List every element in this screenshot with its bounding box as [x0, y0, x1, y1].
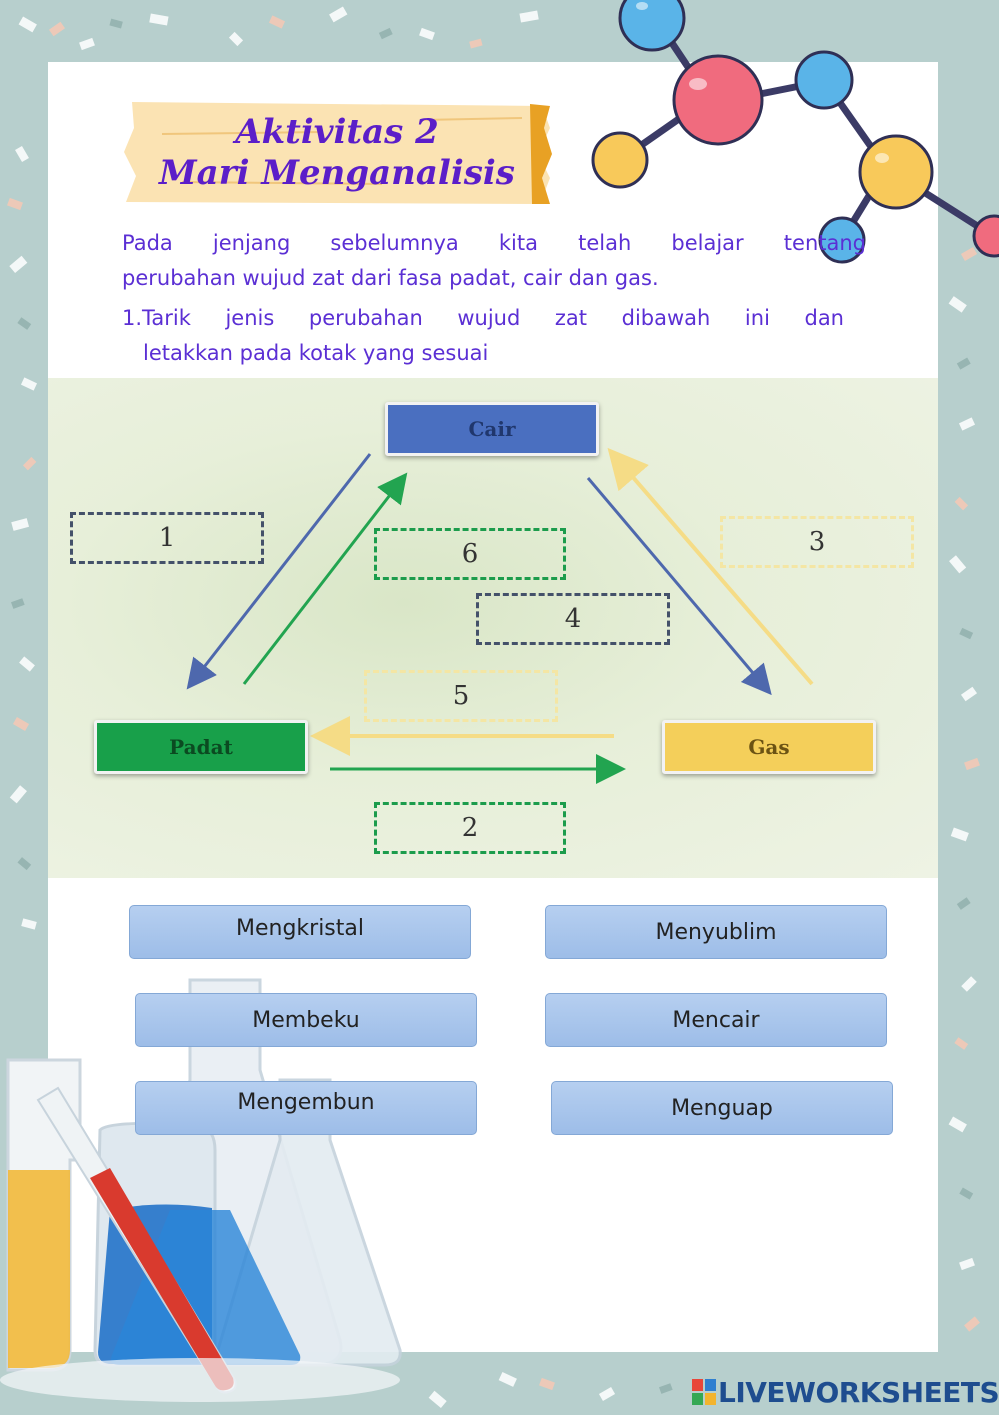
arrow-cair-to-gas [588, 478, 764, 686]
state-cair: Cair [385, 402, 599, 456]
drop-slot-4[interactable]: 4 [476, 593, 670, 645]
drop-slot-2[interactable]: 2 [374, 802, 566, 854]
watermark-text: LIVEWORKSHEETS [718, 1375, 999, 1409]
question-line-1: 1.Tarik jenis perubahan wujud zat dibawah ini dan [122, 306, 844, 330]
drop-slot-5[interactable]: 5 [364, 670, 558, 722]
choice-menyublim[interactable]: Menyublim [545, 905, 887, 959]
drop-slot-6[interactable]: 6 [374, 528, 566, 580]
intro-line-2: perubahan wujud zat dari fasa padat, cair dan gas. [122, 266, 659, 290]
state-padat: Padat [94, 720, 308, 774]
choice-mencair[interactable]: Mencair [545, 993, 887, 1047]
title-line-2: Mari Menganalisis [159, 153, 515, 193]
question-line-2: letakkan pada kotak yang sesuai [143, 341, 489, 365]
liveworksheets-logo-icon [692, 1379, 716, 1405]
liveworksheets-watermark [692, 1374, 999, 1410]
arrow-cair-to-padat [194, 454, 370, 680]
title-line-1: Aktivitas 2 [235, 112, 439, 152]
intro-line-1: Pada jenjang sebelumnya kita telah belajar tentang [122, 231, 866, 255]
choice-mengkristal[interactable]: Mengkristal [129, 905, 471, 959]
arrow-padat-to-cair [244, 482, 400, 684]
drop-slot-1[interactable]: 1 [70, 512, 264, 564]
choice-mengembun[interactable]: Mengembun [135, 1081, 477, 1135]
drop-slot-3[interactable]: 3 [720, 516, 914, 568]
phase-change-diagram [48, 378, 938, 878]
arrow-gas-to-cair [618, 460, 812, 684]
choice-membeku[interactable]: Membeku [135, 993, 477, 1047]
choice-menguap[interactable]: Menguap [551, 1081, 893, 1135]
state-gas: Gas [662, 720, 876, 774]
